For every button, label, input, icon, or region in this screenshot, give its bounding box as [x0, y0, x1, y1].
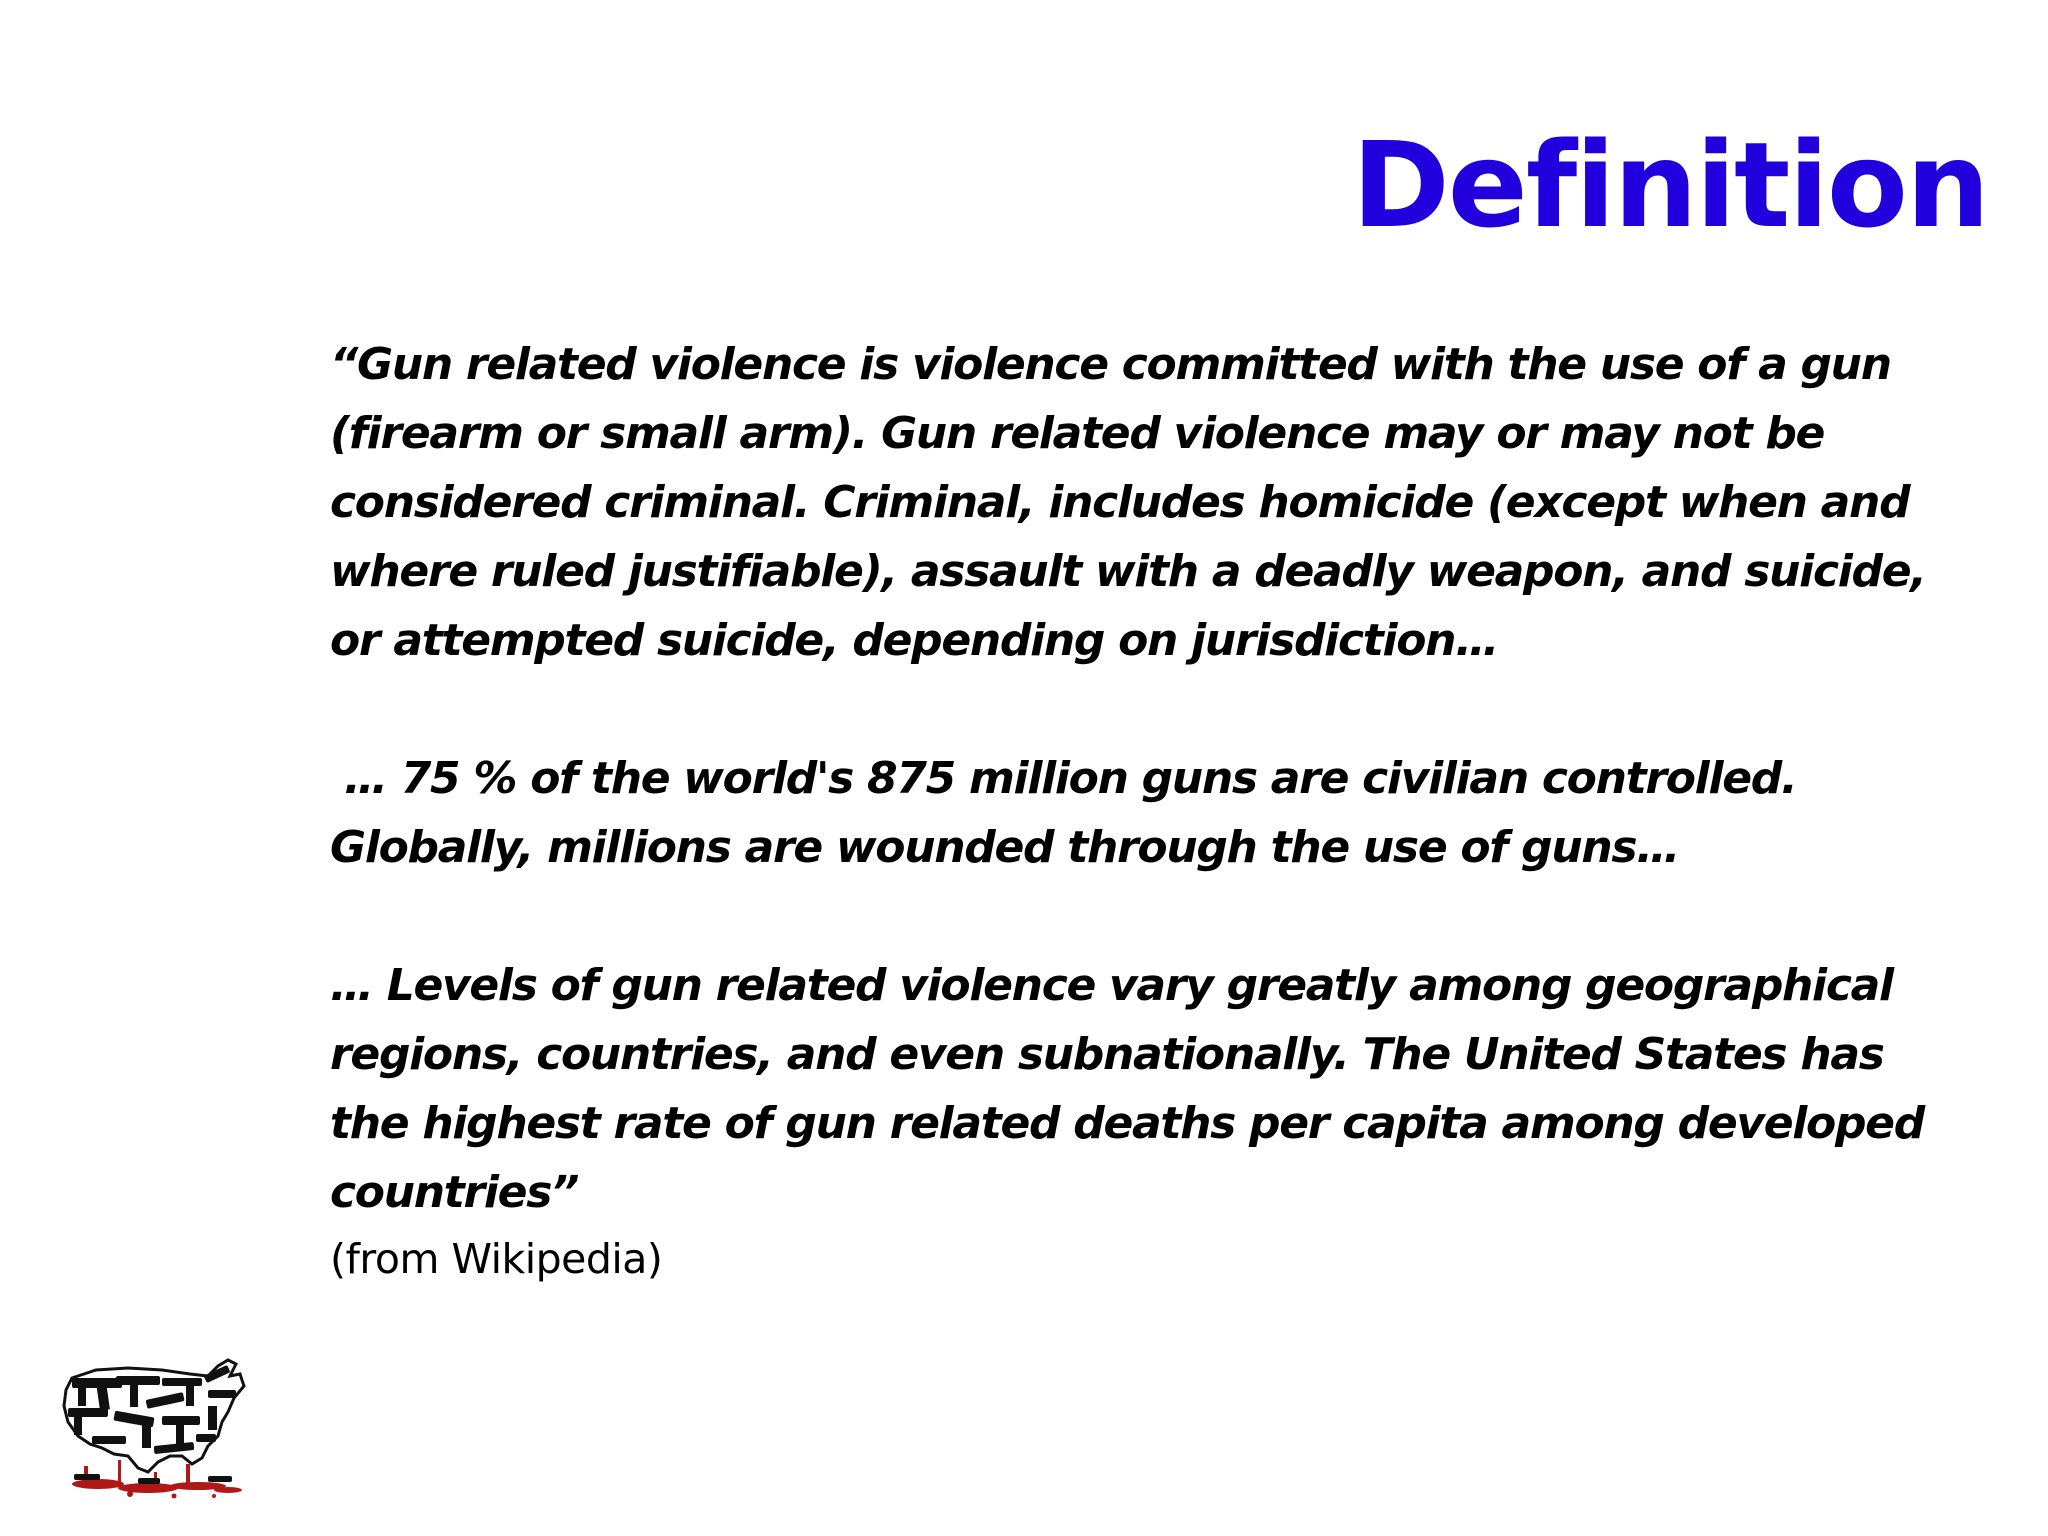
quote-line: “Gun related violence is violence committed with the use of a gun — [330, 339, 1891, 390]
quote-line: or attempted suicide, depending on jurisdiction… — [330, 615, 1498, 666]
quote-line: … Levels of gun related violence vary greatly among geographical — [330, 960, 1893, 1011]
quote-line: where ruled justifiable), assault with a deadly weapon, and suicide, — [330, 546, 1926, 597]
quote-line: regions, countries, and even subnationally. The United States has — [330, 1029, 1884, 1080]
source-citation: (from Wikipedia) — [330, 1235, 663, 1283]
quote-paragraph-2 — [330, 744, 1980, 882]
quote-line: countries” — [330, 1167, 579, 1218]
quote-line: the highest rate of gun related deaths per capita among developed — [330, 1098, 1924, 1149]
definition-quote — [330, 330, 1980, 1292]
quote-line: Globally, millions are wounded through the use of guns… — [330, 822, 1680, 873]
quote-line: … 75 % of the world's 875 million guns are civilian controlled. — [330, 753, 1797, 804]
quote-line: considered criminal. Criminal, includes homicide (except when and — [330, 477, 1910, 528]
quote-paragraph-3 — [330, 951, 1980, 1227]
quote-line: (firearm or small arm). Gun related violence may or may not be — [330, 408, 1825, 459]
slide-title: Definition — [1351, 116, 1988, 254]
quote-paragraph-1 — [330, 330, 1980, 675]
us-map-guns-icon — [58, 1356, 258, 1502]
